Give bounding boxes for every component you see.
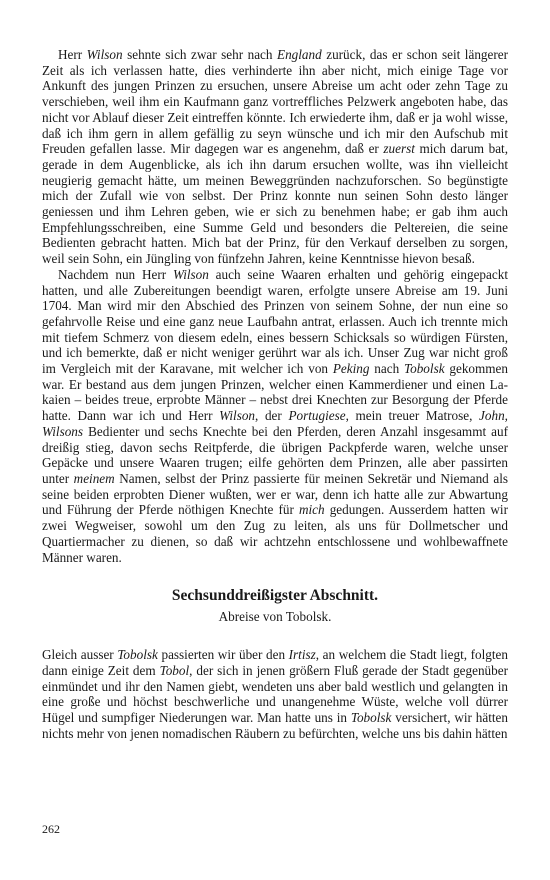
text-run: , mein treuer Matrose, — [345, 408, 480, 424]
emphasis-text: Wilson — [172, 266, 209, 282]
emphasis-text: Irtisz — [288, 647, 316, 663]
emphasis-text: Portugiese — [288, 408, 346, 424]
emphasis-text: John, Wilsons — [42, 408, 508, 439]
paragraph — [42, 267, 508, 565]
text-run: , der sich in jenen größern Fluß gerade der Stadt gegenüber einmündet und ihr den Namen giebt, wendeten uns aber bald westlich und gelangten in eine große und höchst beschwerliche und unangenehme Wüste, welche voll dürrer Hügel und sumpfiger Niederungen war. Man hatte uns in — [42, 662, 508, 726]
text-run: gedungen. Ausserdem hatten wir zwei Wegweiser, sowohl um den Zug zu leiten, als uns für Dollmetscher und Quartiermacher zu dienen, so daß wir achtzehn entschlossene und wohlbewaffnete Männer waren. — [42, 502, 508, 565]
paragraph — [42, 47, 508, 267]
paragraph — [42, 647, 508, 741]
emphasis-text: Wilson — [219, 408, 256, 424]
text-run: mich darum bat, gerade in dem Augenblicke, als ich ihn darum ersuchen wollte, was ihn vielleicht neugierig gemacht hätte, um meinen Beweggründen nachzuforschen. So begünstigte mich der Zufall wie von selbst. Der Prinz konnte nun seinen Sohn desto länger geniessen und ihm Lehren geben, wie er sich zu benehmen habe; er gab ihm auch Empfehlungsschreiben, eine Summe Geld und besonders die Peltereien, die seine Bedienten gebracht hatten. Mich bat der Prinz, für den Verkauf derselben zu sorgen, weil sein Sohn, ein Jüngling von fünfzehn Jahren, keine Kenntnisse hievon besaß. — [42, 141, 509, 267]
emphasis-text: Tobolsk — [404, 361, 445, 377]
text-run: Herr — [58, 47, 87, 62]
emphasis-text: zuerst — [383, 141, 415, 157]
text-run: nach — [369, 361, 404, 377]
emphasis-text: Peking — [332, 361, 370, 377]
emphasis-text: Wilson — [86, 47, 123, 62]
text-run: , der — [255, 408, 289, 424]
emphasis-text: Tobolsk — [350, 710, 392, 726]
text-run: versichert, wir hätten nichts mehr von jenen nomadischen Räubern zu befürchten, welche uns bis dahin hätten — [42, 710, 508, 741]
text-run: zurück, das er schon seit längerer Zeit als ich verlassen hatte, dies verhinderte ihn aber nicht, mich einige Tage vor Ankunft des jungen Prinzen zu ersuchen, unsere Abreise um acht oder zehn Tage zu verschieben, weil ihm ein Kaufmann ganz vortreffliches Pelzwerk angeboten habe, das nicht vor Ablauf dieser Zeit eintreffen könnte. Ich erwiederte ihm, daß er ja wohl wisse, daß ich ihm gern in allem gefällig zu seyn wünsche und ich mir den Aufschub mit Freuden gefallen lasse. Mir dagegen war es angenehm, daß er — [42, 47, 508, 157]
text-run: passierten wir über den — [157, 647, 289, 663]
page-number: 262 — [42, 822, 60, 836]
text-run: Nachdem nun Herr — [58, 266, 173, 282]
emphasis-text: meinem — [73, 470, 115, 486]
body-text — [42, 47, 508, 565]
page-body — [42, 47, 508, 741]
chapter-subtitle: Abreise von Tobolsk. — [218, 609, 332, 625]
text-run: Namen, selbst der Prinz passierte für meinen Sekretär und Niemand als seine beiden erprobten Diener wußten, wer er war, denn ich hatte alle zur Abwartung und Führung der Pferde nöthigen Knechte für — [42, 470, 508, 518]
emphasis-text: mich — [298, 502, 325, 518]
text-run: gekommen war. Er bestand aus dem jungen Prinzen, welcher einen Kammerdiener und einen Lakaien – beides treue, erprobte Männer – nebst drei Knechten zur Besorgung der Pferde hatte. Dann war ich und Herr — [42, 361, 508, 424]
emphasis-text: Tobol — [159, 662, 190, 678]
emphasis-text: England — [277, 47, 322, 62]
text-run: Bedienter und sechs Knechte bei den Pferden, deren Anzahl insgesammt auf dreißig stieg, davon sechs Reitpferde, die übrigen Packpferde waren, welche unser Gepäcke und unsere Waaren trugen; eilfe gehörten dem Prinzen, alle aber passirten unter — [42, 423, 508, 486]
chapter-body-text — [42, 647, 508, 741]
text-run: Gleich ausser — [42, 647, 118, 663]
text-run: , an welchem die Stadt liegt, folgten dann einige Zeit dem — [42, 647, 508, 678]
emphasis-text: Tobolsk — [117, 647, 158, 663]
text-run: sehnte sich zwar sehr nach — [122, 47, 278, 62]
text-run: auch seine Waaren erhalten und gehörig eingepackt hatten, und alle Zubereitungen beendigt waren, erfolgte unsere Abreise am 19. Juni 1704. Man wird mir den Abschied des Prinzen von seinem Sohne, der nun eine so gefahrvolle Reise und eine ganz neue Laufbahn antrat, erlassen. Auch ich trennte mich mit tiefem Schmerz von diesem edeln, eines bessern Schicksals so würdigen Fürsten, und ich bemerkte, daß er nicht weniger gerührt war als ich. Unser Zug war nicht groß im Vergleich mit der Karavane, mit welcher ich von — [42, 266, 508, 377]
chapter-title: Sechsunddreißigster Abschnitt. — [171, 587, 379, 605]
